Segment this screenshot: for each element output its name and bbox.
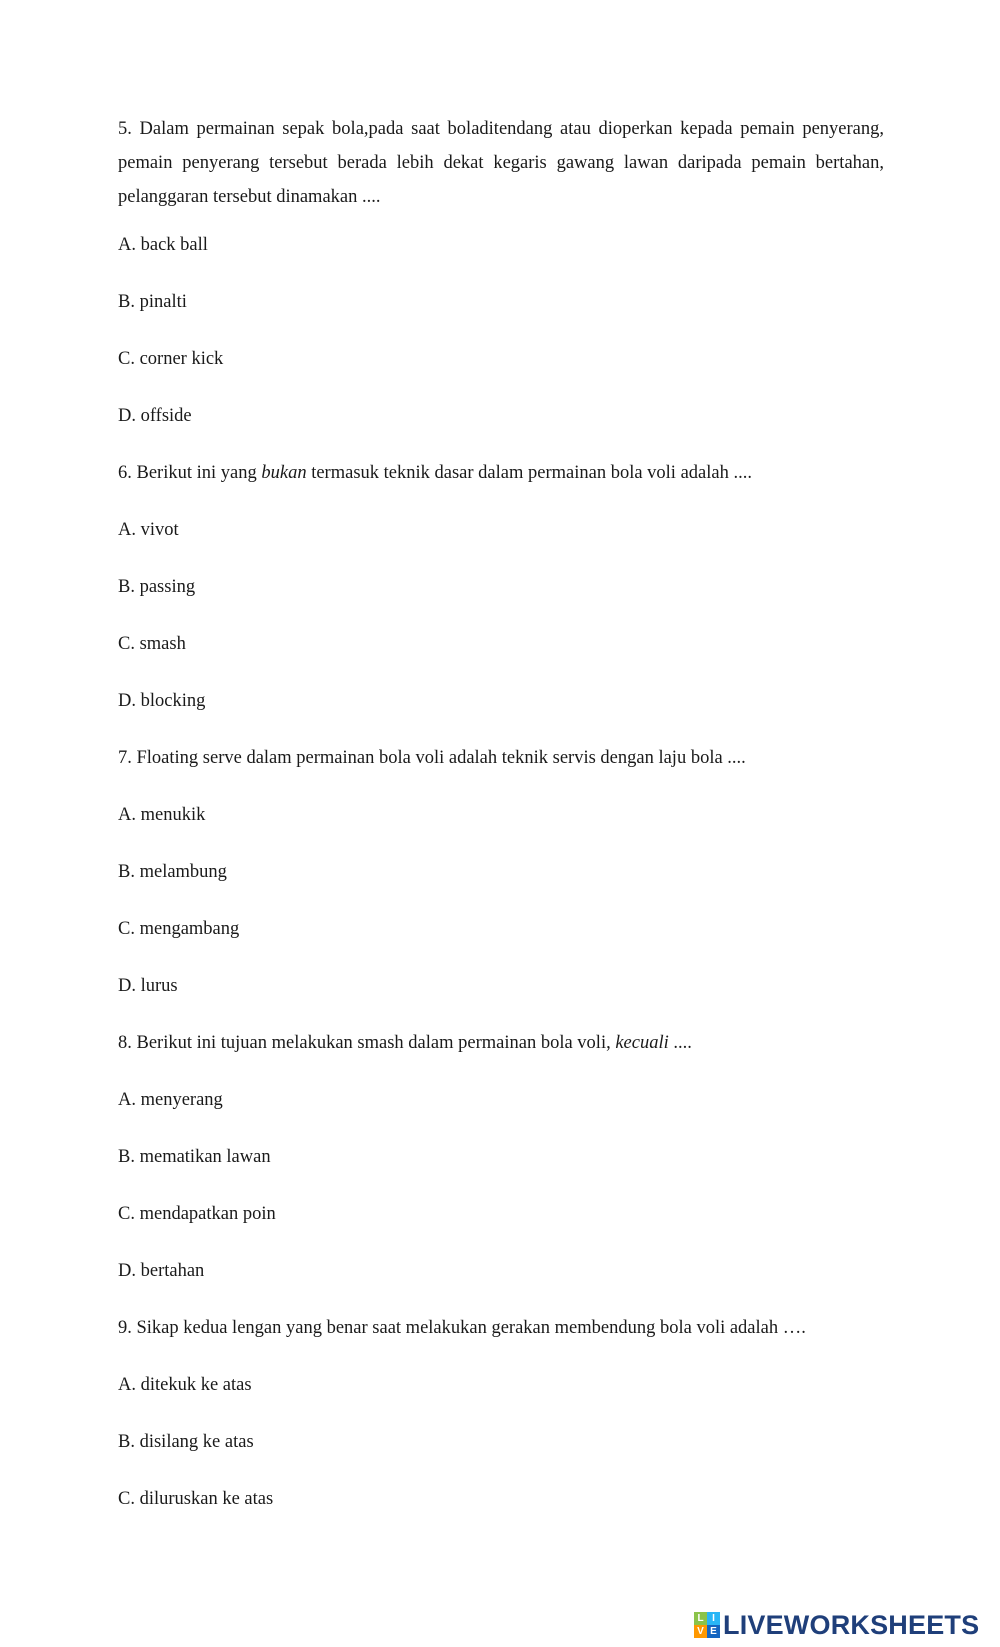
question-text: Dalam permainan sepak bola,pada saat boladitendang atau dioperkan kepada pemain penyerang, pemain penyerang tersebut berada lebih dekat kegaris gawang lawan daripada pemain bertahan, pelanggaran tersebut dinamakan ....	[118, 119, 884, 207]
option-7c[interactable]: C. mengambang	[118, 919, 240, 939]
question-number: 6.	[118, 463, 132, 483]
question-6	[118, 462, 884, 484]
question-9	[118, 1317, 884, 1339]
option-6c[interactable]: C. smash	[118, 634, 186, 654]
option-8a[interactable]: A. menyerang	[118, 1090, 223, 1110]
logo-letter: E	[707, 1625, 720, 1638]
logo-mark-icon	[694, 1612, 720, 1638]
question-8	[118, 1032, 884, 1054]
option-8c[interactable]: C. mendapatkan poin	[118, 1204, 276, 1224]
question-number: 5.	[118, 119, 132, 139]
question-text: Berikut ini tujuan melakukan smash dalam permainan bola voli,	[136, 1033, 616, 1053]
question-number: 8.	[118, 1033, 132, 1053]
option-9a[interactable]: A. ditekuk ke atas	[118, 1375, 252, 1395]
question-number: 9.	[118, 1318, 132, 1338]
option-8d[interactable]: D. bertahan	[118, 1261, 205, 1281]
option-7b[interactable]: B. melambung	[118, 862, 227, 882]
option-6a[interactable]: A. vivot	[118, 520, 179, 540]
question-5	[118, 112, 884, 214]
question-7	[118, 747, 884, 769]
question-text: Floating serve dalam permainan bola voli adalah teknik servis dengan laju bola ....	[136, 748, 746, 768]
liveworksheets-logo	[694, 1608, 979, 1642]
option-5c[interactable]: C. corner kick	[118, 349, 224, 369]
option-7d[interactable]: D. lurus	[118, 976, 178, 996]
option-5b[interactable]: B. pinalti	[118, 292, 187, 312]
question-text-end: ....	[668, 1033, 692, 1053]
question-number: 7.	[118, 748, 132, 768]
question-emphasis: kecuali	[615, 1033, 669, 1053]
logo-letter: L	[694, 1612, 707, 1625]
option-9b[interactable]: B. disilang ke atas	[118, 1432, 254, 1452]
logo-text: LIVEWORKSHEETS	[723, 1609, 980, 1640]
option-6b[interactable]: B. passing	[118, 577, 196, 597]
question-text-end: termasuk teknik dasar dalam permainan bola voli adalah ....	[306, 463, 752, 483]
option-6d[interactable]: D. blocking	[118, 691, 206, 711]
logo-letter: V	[694, 1625, 707, 1638]
option-9c[interactable]: C. diluruskan ke atas	[118, 1489, 274, 1509]
question-emphasis: bukan	[261, 463, 307, 483]
logo-letter: I	[707, 1612, 720, 1625]
question-text: Sikap kedua lengan yang benar saat melakukan gerakan membendung bola voli adalah ….	[136, 1318, 806, 1338]
option-7a[interactable]: A. menukik	[118, 805, 206, 825]
option-8b[interactable]: B. mematikan lawan	[118, 1147, 271, 1167]
question-text: Berikut ini yang	[136, 463, 262, 483]
option-5a[interactable]: A. back ball	[118, 235, 208, 255]
worksheet-page	[118, 112, 884, 1545]
option-5d[interactable]: D. offside	[118, 406, 192, 426]
